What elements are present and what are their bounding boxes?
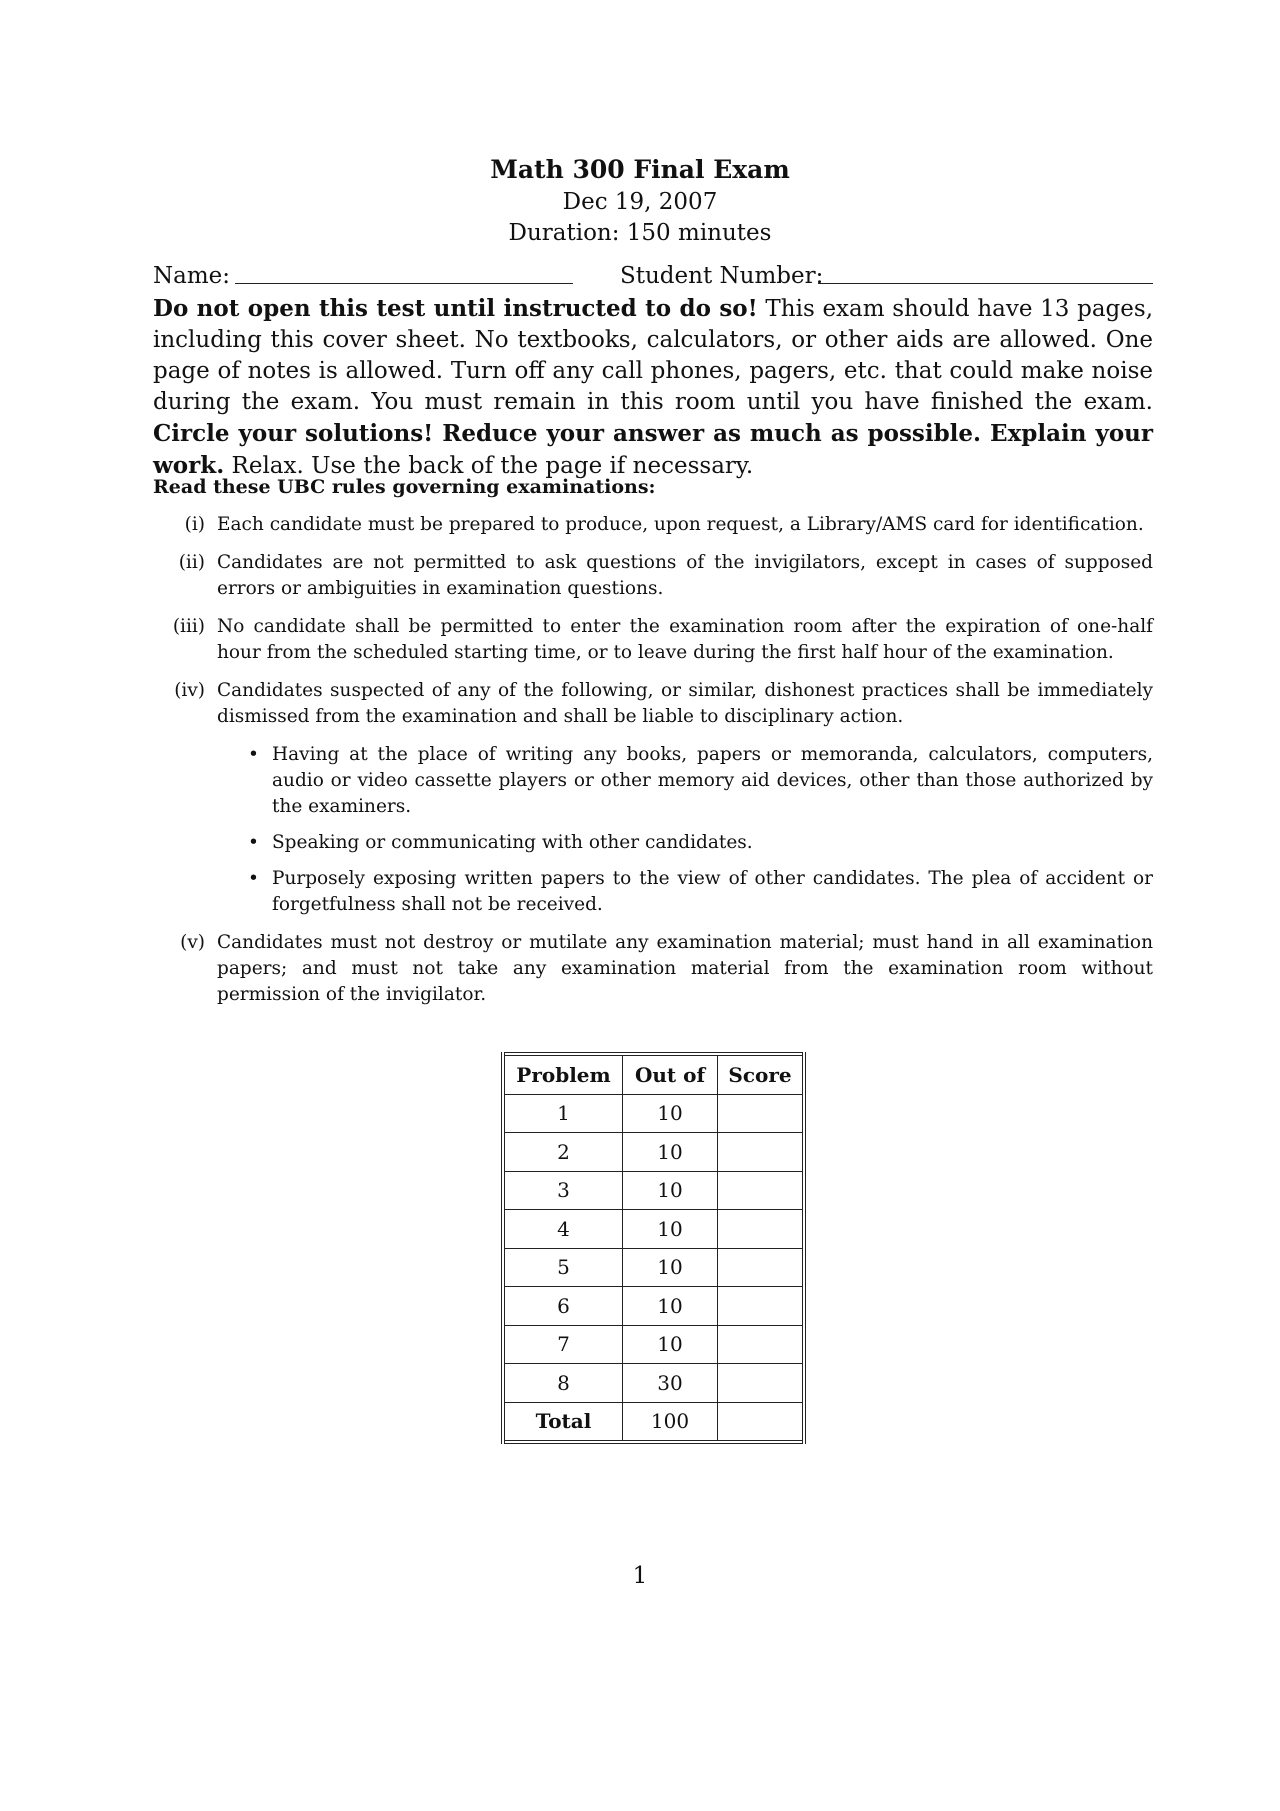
rule-text: Each candidate must be prepared to produce, upon request, a Library/AMS card for identification. bbox=[217, 514, 1144, 535]
problem-cell: 2 bbox=[503, 1133, 623, 1172]
table-row bbox=[503, 1325, 804, 1364]
page-number: 1 bbox=[632, 1563, 648, 1589]
rules-list bbox=[153, 512, 1153, 1020]
score-cell[interactable] bbox=[718, 1287, 805, 1326]
table-total-row bbox=[503, 1402, 804, 1442]
name-field[interactable] bbox=[235, 283, 573, 284]
instruction-text: This exam should have 13 pages, including this cover sheet. No textbooks, calculators, or other aids are allowed. One page of notes is allowed. Turn off any call phones, pagers, etc. that could make noise during the exam. You must remain in this room until you have finished the exam. bbox=[153, 296, 1153, 415]
rule-number: (iii) bbox=[172, 616, 205, 637]
table-row bbox=[503, 1248, 804, 1287]
score-cell[interactable] bbox=[718, 1133, 805, 1172]
problem-cell: 3 bbox=[503, 1171, 623, 1210]
score-cell[interactable] bbox=[718, 1364, 805, 1403]
score-cell[interactable] bbox=[718, 1248, 805, 1287]
instruction-warning: Do not open this test until instructed to do so! bbox=[153, 295, 758, 322]
out-of-cell: 10 bbox=[623, 1171, 718, 1210]
header-problem: Problem bbox=[503, 1054, 623, 1094]
exam-date: Dec 19, 2007 bbox=[562, 189, 718, 215]
out-of-cell: 10 bbox=[623, 1133, 718, 1172]
out-of-cell: 10 bbox=[623, 1325, 718, 1364]
bullet-icon: • bbox=[248, 832, 259, 853]
header-score: Score bbox=[718, 1054, 805, 1094]
name-label: Name: bbox=[153, 263, 231, 289]
score-table bbox=[501, 1052, 806, 1444]
bullet-icon: • bbox=[248, 744, 259, 765]
rule-text: No candidate shall be permitted to enter the examination room after the expiration of one-half hour from the scheduled starting time, or to leave during the first half hour of the examination. bbox=[217, 616, 1153, 663]
score-cell[interactable] bbox=[718, 1210, 805, 1249]
out-of-cell: 10 bbox=[623, 1248, 718, 1287]
out-of-cell: 30 bbox=[623, 1364, 718, 1403]
out-of-cell: 10 bbox=[623, 1210, 718, 1249]
exam-duration: Duration: 150 minutes bbox=[508, 220, 772, 246]
rule-item bbox=[153, 550, 1153, 602]
rule-text: Candidates must not destroy or mutilate any examination material; must hand in all examination papers; and must not take any examination material from the examination room without permission of the invigilator. bbox=[217, 932, 1153, 1005]
rule-number: (v) bbox=[180, 932, 205, 953]
total-out-of: 100 bbox=[623, 1402, 718, 1442]
problem-cell: 6 bbox=[503, 1287, 623, 1326]
total-label: Total bbox=[503, 1402, 623, 1442]
rules-heading: Read these UBC rules governing examinations: bbox=[153, 476, 656, 498]
rule-number: (iv) bbox=[174, 680, 205, 701]
problem-cell: 1 bbox=[503, 1094, 623, 1133]
student-number-label: Student Number: bbox=[620, 263, 824, 289]
exam-title: Math 300 Final Exam bbox=[490, 155, 790, 184]
rule-number: (i) bbox=[184, 514, 205, 535]
exam-header bbox=[0, 153, 1280, 249]
bullet-icon: • bbox=[248, 868, 259, 889]
list-item bbox=[153, 830, 1153, 856]
name-row bbox=[153, 263, 1153, 297]
rule-item bbox=[153, 930, 1153, 1008]
problem-cell: 4 bbox=[503, 1210, 623, 1249]
bullet-text: Speaking or communicating with other candidates. bbox=[272, 832, 753, 853]
rule-text: Candidates are not permitted to ask questions of the invigilators, except in cases of supposed errors or ambiguities in examination questions. bbox=[217, 552, 1153, 599]
problem-cell: 8 bbox=[503, 1364, 623, 1403]
list-item bbox=[153, 742, 1153, 820]
problem-cell: 7 bbox=[503, 1325, 623, 1364]
bullet-text: Purposely exposing written papers to the view of other candidates. The plea of accident or forgetfulness shall not be received. bbox=[272, 868, 1153, 915]
table-row bbox=[503, 1171, 804, 1210]
instructions-paragraph bbox=[153, 293, 1153, 482]
table-row bbox=[503, 1094, 804, 1133]
instruction-closing: Relax. Use the back of the page if necessary. bbox=[224, 453, 754, 479]
table-row bbox=[503, 1210, 804, 1249]
bullet-text: Having at the place of writing any books, papers or memoranda, calculators, computers, audio or video cassette players or other memory aid devices, other than those authorized by the examiners. bbox=[272, 744, 1153, 817]
dishonest-practices-list bbox=[153, 742, 1153, 918]
problem-cell: 5 bbox=[503, 1248, 623, 1287]
rule-number: (ii) bbox=[178, 552, 205, 573]
table-row bbox=[503, 1287, 804, 1326]
rule-item bbox=[153, 614, 1153, 666]
out-of-cell: 10 bbox=[623, 1094, 718, 1133]
table-header-row bbox=[503, 1054, 804, 1094]
score-cell[interactable] bbox=[718, 1094, 805, 1133]
table-row bbox=[503, 1133, 804, 1172]
out-of-cell: 10 bbox=[623, 1287, 718, 1326]
score-cell[interactable] bbox=[718, 1325, 805, 1364]
rule-text: Candidates suspected of any of the following, or similar, dishonest practices shall be immediately dismissed from the examination and shall be liable to disciplinary action. bbox=[217, 680, 1153, 727]
score-cell[interactable] bbox=[718, 1171, 805, 1210]
rule-item bbox=[153, 512, 1153, 538]
table-row bbox=[503, 1364, 804, 1403]
student-number-field[interactable] bbox=[818, 283, 1153, 284]
list-item bbox=[153, 866, 1153, 918]
header-out-of: Out of bbox=[623, 1054, 718, 1094]
instruction-emphasis: Circle your solutions! Reduce your answer as much as possible. Explain your work. bbox=[153, 420, 1153, 479]
total-score-cell[interactable] bbox=[718, 1402, 805, 1442]
rule-item bbox=[153, 678, 1153, 730]
